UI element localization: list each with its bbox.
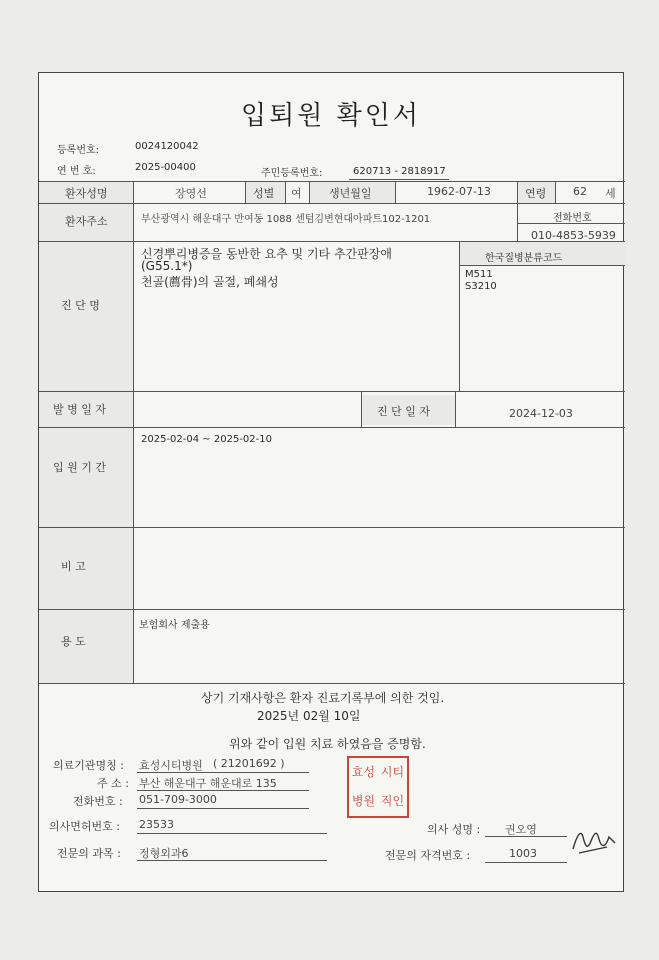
doctor-license: 23533: [139, 818, 174, 831]
reg-no-label: 등록번호:: [57, 145, 100, 156]
table-border: [309, 181, 310, 203]
remarks-label: 비 고: [61, 560, 86, 573]
certificate-document: [38, 72, 624, 892]
doctor-signature: [569, 823, 619, 859]
purpose-label: 용 도: [61, 635, 86, 648]
diagnosis-line-1: 신경뿌리병증을 동반한 요추 및 기타 추간판장애: [141, 247, 392, 261]
specialty: 정형외과6: [139, 847, 189, 860]
patient-name: 장영선: [175, 187, 207, 200]
table-border: [555, 181, 556, 203]
table-border: [459, 241, 460, 391]
patient-phone: 010-4853-5939: [531, 229, 616, 242]
resident-no: 620713 - 2818917: [353, 166, 446, 177]
table-border: [285, 181, 286, 203]
admission-label: 입 원 기 간: [53, 461, 106, 474]
table-border: [395, 181, 396, 203]
diagnosis-label: 진 단 명: [61, 299, 100, 312]
table-border: [39, 527, 625, 528]
doctor-name-underline: [485, 836, 567, 837]
issue-date: 2025년 02월 10일: [257, 709, 361, 723]
address-label: 주 소 :: [97, 777, 129, 790]
diag-date: 2024-12-03: [509, 407, 573, 420]
dob: 1962-07-13: [427, 185, 491, 198]
table-border: [459, 265, 625, 266]
document-title: 입퇴원 확인서: [241, 101, 421, 131]
diag-date-label: 진 단 일 자: [377, 405, 430, 418]
serial: 2025-00400: [135, 162, 196, 173]
resident-label: 주민등록번호:: [261, 168, 323, 179]
serial-label: 연 번 호:: [57, 166, 96, 177]
doctor-name-label: 의사 성명 :: [427, 823, 481, 836]
dob-label: 생년월일: [329, 187, 372, 200]
address-underline: [137, 790, 309, 791]
disease-code-label: 한국질병분류코드: [485, 253, 563, 264]
institution-phone-label: 전화번호 :: [73, 795, 123, 808]
license-underline: [137, 833, 327, 834]
onset-label: 발 병 일 자: [53, 403, 106, 416]
table-border: [455, 391, 456, 427]
purpose: 보험회사 제출용: [139, 620, 210, 631]
reg-no: 0024120042: [135, 141, 199, 152]
institution-code: ( 21201692 ): [213, 757, 285, 770]
institution-underline: [137, 772, 309, 773]
statement: 상기 기재사항은 환자 진료기록부에 의한 것임.: [201, 691, 445, 705]
specialty-label: 전문의 과목 :: [57, 847, 121, 860]
institution-name-label: 의료기관명칭 :: [53, 759, 124, 772]
certify-text: 위와 같이 입원 치료 하였음을 증명함.: [229, 737, 426, 751]
disease-code-2: S3210: [465, 281, 497, 292]
institution-address: 부산 해운대구 해운대로 135: [139, 777, 277, 790]
table-border: [39, 391, 625, 392]
phone-underline: [137, 808, 309, 809]
table-border: [517, 181, 518, 241]
resident-underline: [349, 179, 449, 180]
age: 62: [573, 185, 587, 198]
sex-label: 성별: [253, 187, 275, 200]
cert-underline: [485, 862, 567, 863]
cert-no: 1003: [509, 847, 537, 860]
age-label: 연령: [525, 187, 547, 200]
admission-period: 2025-02-04 ~ 2025-02-10: [141, 434, 272, 445]
phone-label: 전화번호: [553, 213, 592, 224]
stamp-char: 시티: [380, 765, 405, 779]
diagnosis-line-2: (G55.1*): [141, 259, 193, 273]
table-border: [361, 391, 362, 427]
cert-label: 전문의 자격번호 :: [385, 849, 471, 862]
table-border: [39, 181, 625, 182]
doctor-name: 권오영: [505, 823, 537, 836]
table-border: [39, 203, 625, 204]
patient-address: 부산광역시 해운대구 반여동 1088 센텀김변현대아파트102-1201: [141, 214, 431, 225]
institution-phone: 051-709-3000: [139, 793, 217, 806]
table-border: [133, 181, 134, 683]
specialty-underline: [137, 860, 327, 861]
table-border: [245, 181, 246, 203]
diagnosis-line-3: 천골(薦骨)의 골절, 폐쇄성: [141, 275, 279, 289]
age-unit: 세: [605, 187, 616, 200]
address-label: 환자주소: [65, 215, 108, 228]
license-label: 의사면허번호 :: [49, 820, 120, 833]
stamp-char: 직인: [380, 794, 405, 808]
label-shade: [39, 241, 133, 391]
disease-code-1: M511: [465, 269, 493, 280]
stamp-char: 병원: [351, 794, 376, 808]
table-border: [39, 683, 625, 684]
stamp-char: 효성: [351, 765, 376, 779]
sex: 여: [291, 187, 302, 200]
table-border: [39, 427, 625, 428]
institution-name: 효성시티병원: [139, 759, 203, 772]
hospital-seal-stamp: [347, 756, 409, 818]
table-border: [39, 609, 625, 610]
patient-name-label: 환자성명: [65, 187, 108, 200]
